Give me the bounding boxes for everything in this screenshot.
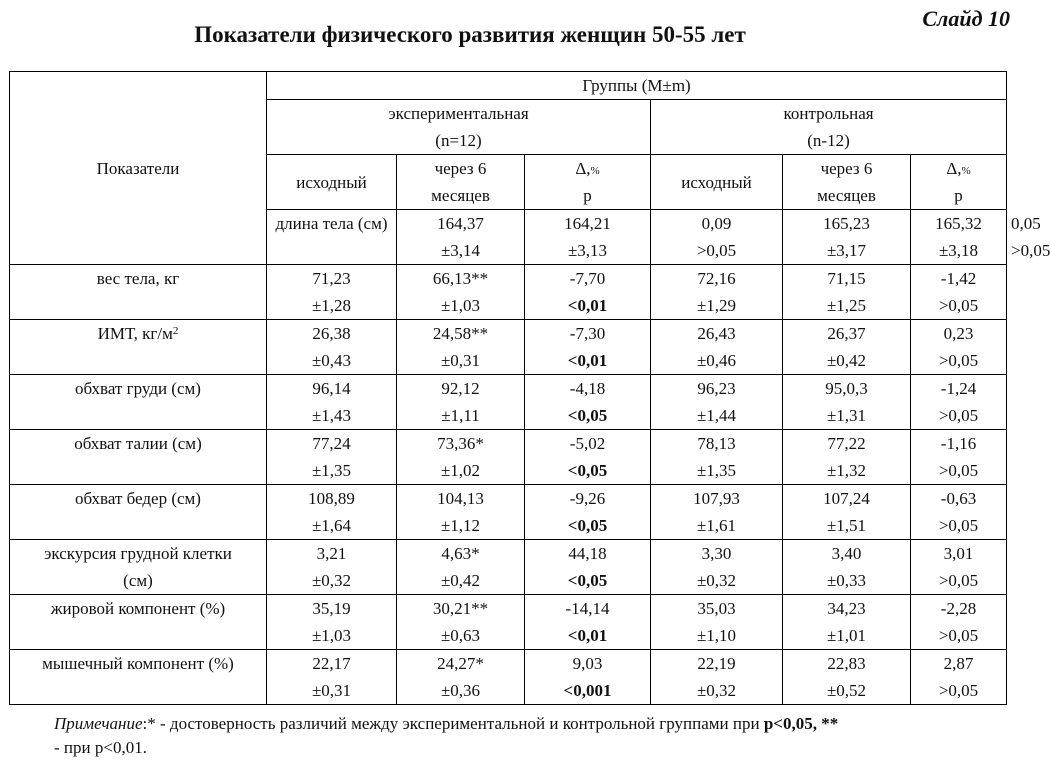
cell-value: 96,23 — [697, 379, 736, 398]
cell-c-a — [783, 320, 911, 375]
cell-error: ±3,13 — [567, 241, 608, 260]
cell-value: 96,14 — [312, 379, 351, 398]
cell-c-d — [911, 265, 1007, 320]
cell-value: 66,13** — [432, 269, 489, 288]
cell-e-i — [267, 320, 397, 375]
cell-e-a — [397, 320, 525, 375]
cell-e-d — [525, 595, 651, 650]
cell-error: ±1,28 — [311, 296, 352, 315]
cell-e-a — [397, 375, 525, 430]
cell-error: ±1,44 — [696, 406, 737, 425]
data-table — [9, 71, 1050, 705]
cell-e-i — [267, 485, 397, 540]
cell-c-d — [911, 485, 1007, 540]
row-label — [10, 540, 267, 595]
row-label — [10, 430, 267, 485]
table-row — [10, 540, 1007, 595]
exp-delta-header — [525, 155, 651, 210]
cell-c-i — [651, 265, 783, 320]
ctrl-after-header — [783, 155, 911, 210]
row-label-line1: длина тела (см) — [275, 214, 388, 233]
cell-c-d — [911, 430, 1007, 485]
cell-value: 44,18 — [568, 544, 607, 563]
cell-error: ±3,14 — [440, 241, 481, 260]
row-label-line2 — [271, 237, 392, 264]
cell-value: -2,28 — [940, 599, 977, 618]
table-row — [10, 375, 1007, 430]
cell-error: ±0,46 — [696, 351, 737, 370]
cell-error: <0,01 — [567, 296, 608, 315]
cell-value: 104,13 — [437, 489, 484, 508]
cell-e-d — [525, 650, 651, 705]
row-label — [10, 650, 267, 705]
cell-e-a — [397, 485, 525, 540]
cell-value: 71,15 — [827, 269, 866, 288]
cell-value: 26,38 — [312, 324, 351, 343]
cell-value: -7,30 — [569, 324, 606, 343]
cell-e-d — [525, 265, 651, 320]
cell-error: >0,05 — [938, 296, 979, 315]
cell-e-d — [525, 320, 651, 375]
footnote — [54, 712, 1004, 760]
cell-value: 92,12 — [441, 379, 480, 398]
cell-error: ±0,52 — [826, 681, 867, 700]
cell-error: ±1,61 — [696, 516, 737, 535]
cell-value: 73,36* — [437, 434, 484, 453]
cell-e-i — [267, 375, 397, 430]
cell-error: ±3,18 — [938, 241, 979, 260]
row-label-line2 — [14, 622, 262, 649]
cell-c-i — [651, 650, 783, 705]
cell-value: 95,0,3 — [825, 379, 868, 398]
cell-error: ±1,03 — [440, 296, 481, 315]
row-label-line2 — [14, 512, 262, 539]
cell-error: ±1,64 — [311, 516, 352, 535]
cell-error: ±0,32 — [311, 571, 352, 590]
cell-value: 2,87 — [943, 654, 974, 673]
cell-value: 108,89 — [308, 489, 355, 508]
cell-c-a — [783, 430, 911, 485]
cell-value: 165,32 — [935, 214, 982, 233]
table-row — [10, 485, 1007, 540]
cell-value: 3,30 — [701, 544, 732, 563]
cell-error: >0,05 — [938, 516, 979, 535]
cell-value: 71,23 — [312, 269, 351, 288]
cell-value: -4,18 — [569, 379, 606, 398]
cell-error: >0,05 — [938, 351, 979, 370]
control-group-n: (n-12) — [807, 131, 850, 150]
cell-error: ±0,31 — [440, 351, 481, 370]
cell-c-i — [651, 375, 783, 430]
exp-delta-line1 — [529, 155, 646, 182]
row-label — [10, 375, 267, 430]
cell-value: 164,37 — [437, 214, 484, 233]
cell-error: <0,05 — [567, 461, 608, 480]
cell-value: 77,22 — [827, 434, 866, 453]
cell-error: <0,01 — [567, 626, 608, 645]
cell-c-i — [651, 485, 783, 540]
cell-value: 9,03 — [572, 654, 603, 673]
cell-value: 22,19 — [697, 654, 736, 673]
cell-c-a — [783, 375, 911, 430]
cell-error: ±1,35 — [311, 461, 352, 480]
cell-value: 165,23 — [823, 214, 870, 233]
cell-value: 34,23 — [827, 599, 866, 618]
cell-error: ±1,03 — [311, 626, 352, 645]
cell-error: ±3,17 — [826, 241, 867, 260]
cell-c-a — [783, 485, 911, 540]
cell-e-d — [525, 540, 651, 595]
cell-error: ±1,12 — [440, 516, 481, 535]
cell-value: 72,16 — [697, 269, 736, 288]
row-label-line1: обхват груди (см) — [75, 379, 201, 398]
cell-error: <0,05 — [567, 516, 608, 535]
experimental-group-header — [267, 100, 651, 155]
cell-value: 22,83 — [827, 654, 866, 673]
ctrl-p-label: р — [954, 186, 963, 205]
cell-value: -14,14 — [565, 599, 610, 618]
cell-error: ±0,32 — [696, 681, 737, 700]
experimental-group-name: экспериментальная — [388, 104, 529, 123]
cell-c-i — [651, 320, 783, 375]
cell-c-i — [783, 210, 911, 265]
cell-error: ±1,51 — [826, 516, 867, 535]
cell-value: 30,21** — [432, 599, 489, 618]
groups-header: Группы (М±m) — [267, 72, 1007, 100]
cell-value: 3,40 — [831, 544, 862, 563]
control-group-name: контрольная — [783, 104, 874, 123]
footnote-text: :* - достоверность различий между экспериментальной и контрольной группами при — [142, 714, 764, 733]
cell-c-a — [783, 265, 911, 320]
cell-e-a — [525, 210, 651, 265]
row-label-line1: мышечный компонент (%) — [42, 654, 234, 673]
row-label-line1: обхват талии (см) — [74, 434, 202, 453]
cell-value: -9,26 — [569, 489, 606, 508]
row-label-superscript: 2 — [172, 325, 179, 337]
cell-error: <0,001 — [563, 681, 612, 700]
cell-error: <0,01 — [567, 351, 608, 370]
cell-error: >0,05 — [696, 241, 737, 260]
cell-value: -7,70 — [569, 269, 606, 288]
delta-percent: % — [590, 165, 600, 177]
footnote-text-2: - при р<0,01. — [54, 738, 147, 757]
cell-value: 164,21 — [564, 214, 611, 233]
row-label — [10, 265, 267, 320]
table-row — [10, 595, 1007, 650]
row-label-line2 — [14, 292, 262, 319]
cell-value: 107,93 — [693, 489, 740, 508]
cell-error: ±1,32 — [826, 461, 867, 480]
slide-number: Слайд 10 — [922, 6, 1010, 31]
row-label-line1: ИМТ, кг/м — [97, 324, 173, 343]
cell-error: >0,05 — [938, 681, 979, 700]
cell-error: ±1,43 — [311, 406, 352, 425]
table-row — [10, 265, 1007, 320]
exp-after-header — [397, 155, 525, 210]
cell-error: ±1,25 — [826, 296, 867, 315]
cell-c-a — [783, 650, 911, 705]
row-label-line2 — [14, 402, 262, 429]
delta-symbol: Δ, — [575, 159, 591, 178]
cell-error: ±0,33 — [826, 571, 867, 590]
cell-e-i — [397, 210, 525, 265]
row-label — [10, 320, 267, 375]
footnote-bold: р<0,05, ** — [763, 714, 839, 733]
cell-error: >0,05 — [938, 626, 979, 645]
cell-error: ±1,01 — [826, 626, 867, 645]
cell-value: 78,13 — [697, 434, 736, 453]
cell-e-d — [525, 430, 651, 485]
cell-error: ±0,42 — [440, 571, 481, 590]
cell-error: ±0,36 — [440, 681, 481, 700]
indicator-header: Показатели — [10, 72, 267, 265]
cell-value: 0,09 — [701, 214, 732, 233]
cell-c-d — [911, 595, 1007, 650]
table-row — [10, 320, 1007, 375]
row-label-line2: (см) — [123, 571, 153, 590]
cell-c-d — [911, 320, 1007, 375]
row-label-line1: экскурсия грудной клетки — [44, 544, 232, 563]
cell-c-i — [651, 430, 783, 485]
cell-e-d — [651, 210, 783, 265]
cell-c-i — [651, 540, 783, 595]
row-label-line1: вес тела, кг — [96, 269, 180, 288]
row-label-line1: обхват бедер (см) — [75, 489, 201, 508]
row-label — [10, 485, 267, 540]
ctrl-delta-header — [911, 155, 1007, 210]
cell-value: 26,43 — [697, 324, 736, 343]
cell-c-d — [911, 650, 1007, 705]
cell-value: -1,16 — [940, 434, 977, 453]
cell-error: <0,05 — [567, 406, 608, 425]
cell-c-d — [911, 375, 1007, 430]
cell-e-a — [397, 265, 525, 320]
cell-error: ±0,31 — [311, 681, 352, 700]
exp-after-line2: месяцев — [431, 186, 490, 205]
ctrl-after-line2: месяцев — [817, 186, 876, 205]
delta-symbol: Δ, — [946, 159, 962, 178]
cell-value: -0,63 — [940, 489, 977, 508]
cell-error: ±1,02 — [440, 461, 481, 480]
delta-percent: % — [961, 165, 971, 177]
cell-error: ±1,29 — [696, 296, 737, 315]
cell-error: ±1,35 — [696, 461, 737, 480]
cell-value: -5,02 — [569, 434, 606, 453]
exp-p-label: р — [583, 186, 592, 205]
cell-c-d — [911, 540, 1007, 595]
cell-error: ±1,11 — [441, 406, 480, 425]
cell-value: 24,58** — [432, 324, 489, 343]
cell-e-i — [267, 650, 397, 705]
ctrl-initial-header: исходный — [651, 155, 783, 210]
cell-e-a — [397, 650, 525, 705]
cell-value: 4,63* — [441, 544, 480, 563]
cell-error: ±1,10 — [696, 626, 737, 645]
ctrl-delta-line1 — [915, 155, 1002, 182]
cell-value: 3,01 — [943, 544, 974, 563]
cell-error: ±0,32 — [696, 571, 737, 590]
cell-error: ±0,42 — [826, 351, 867, 370]
table-row — [10, 430, 1007, 485]
cell-c-a — [911, 210, 1007, 265]
exp-initial-header: исходный — [267, 155, 397, 210]
row-label-line2 — [14, 677, 262, 704]
cell-value: 77,24 — [312, 434, 351, 453]
row-label-line2 — [14, 457, 262, 484]
control-group-header — [651, 100, 1007, 155]
row-label-line1: жировой компонент (%) — [50, 599, 226, 618]
table-row — [10, 650, 1007, 705]
cell-e-i — [267, 430, 397, 485]
cell-value: 35,03 — [697, 599, 736, 618]
footnote-label: Примечание — [54, 714, 143, 733]
cell-e-i — [267, 265, 397, 320]
cell-error: >0,05 — [938, 461, 979, 480]
cell-e-i — [267, 595, 397, 650]
page-title: Показатели физического развития женщин 50-55 лет — [194, 22, 746, 47]
cell-e-a — [397, 540, 525, 595]
cell-value: -1,42 — [940, 269, 977, 288]
cell-value: 26,37 — [827, 324, 866, 343]
cell-e-d — [525, 485, 651, 540]
cell-error: >0,05 — [938, 571, 979, 590]
cell-value: 0,23 — [943, 324, 974, 343]
cell-error: ±0,63 — [440, 626, 481, 645]
cell-value: 3,21 — [316, 544, 347, 563]
cell-error: >0,05 — [938, 406, 979, 425]
row-label — [267, 210, 397, 265]
cell-c-i — [651, 595, 783, 650]
cell-c-a — [783, 540, 911, 595]
experimental-group-n: (n=12) — [435, 131, 482, 150]
cell-error: <0,05 — [567, 571, 608, 590]
cell-c-a — [783, 595, 911, 650]
cell-error: ±1,31 — [826, 406, 867, 425]
cell-value: 24,27* — [437, 654, 484, 673]
cell-value: -1,24 — [940, 379, 977, 398]
exp-after-line1: через 6 — [434, 159, 487, 178]
cell-e-a — [397, 430, 525, 485]
cell-e-d — [525, 375, 651, 430]
table-row: длина тела (см) 164,37 ±3,14 164,21 ±3,13 0,09 >0,05 165,23 ±3,17 165,32 ±3,18 0,05 >0,05 — [10, 210, 1007, 265]
ctrl-after-line1: через 6 — [820, 159, 873, 178]
cell-e-a — [397, 595, 525, 650]
cell-error: ±0,43 — [311, 351, 352, 370]
cell-value: 22,17 — [312, 654, 351, 673]
row-label — [10, 595, 267, 650]
cell-value: 35,19 — [312, 599, 351, 618]
cell-value: 107,24 — [823, 489, 870, 508]
cell-e-i — [267, 540, 397, 595]
